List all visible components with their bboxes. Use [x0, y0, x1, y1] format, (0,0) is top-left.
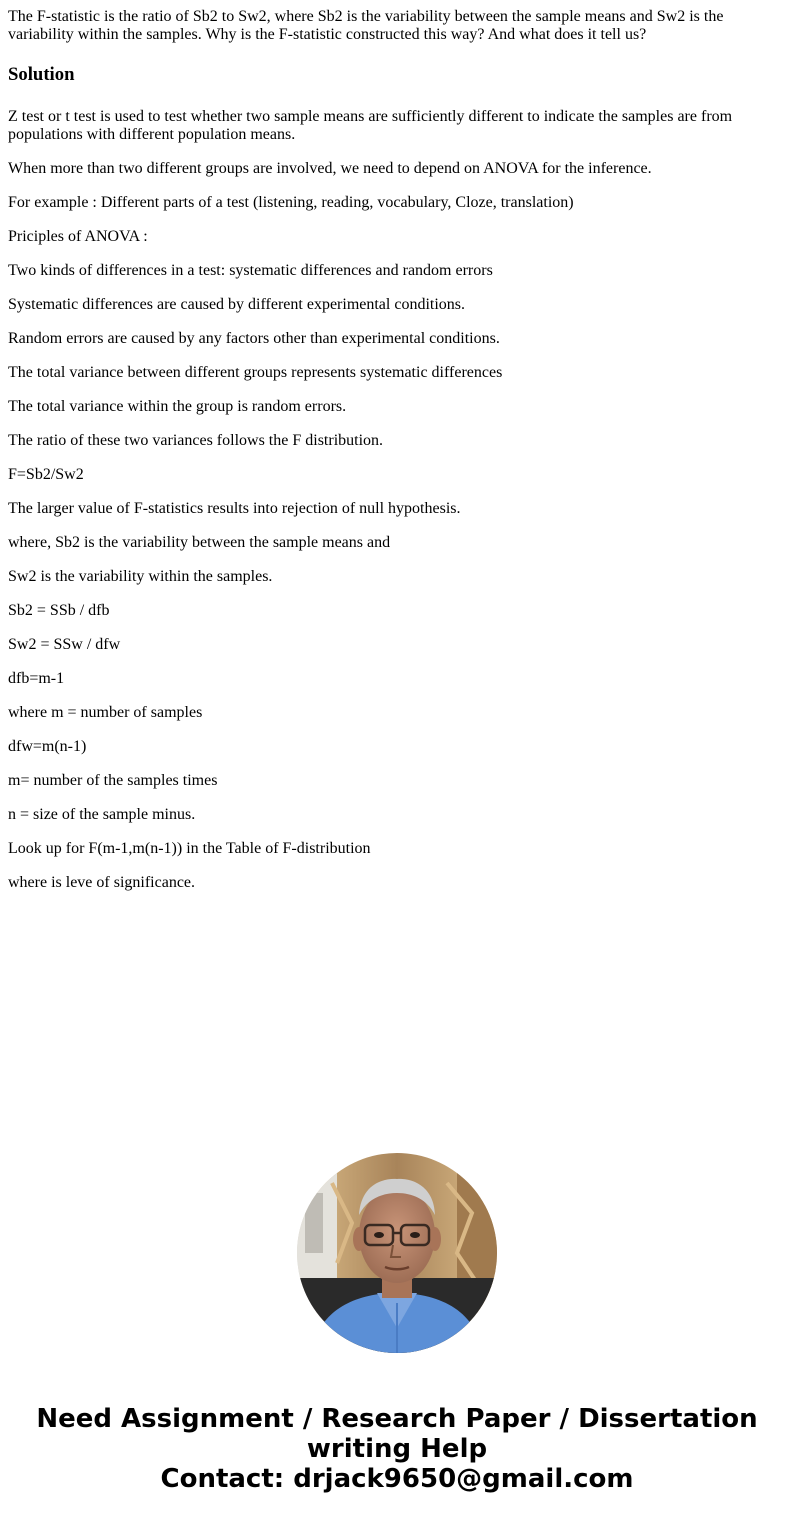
solution-paragraph: Priciples of ANOVA : [8, 228, 148, 245]
solution-paragraph: The larger value of F-statistics results into rejection of null hypothesis. [8, 500, 461, 517]
document-body [8, 8, 778, 908]
formula-sw2: Sw2 = SSw / dfw [8, 636, 121, 653]
formula-dfb: dfb=m-1 [8, 670, 65, 687]
solution-paragraph: The total variance within the group is random errors. [8, 398, 347, 415]
solution-paragraph: m= number of the samples times [8, 772, 218, 789]
solution-paragraph: where, Sb2 is the variability between the sample means and [8, 534, 391, 551]
solution-paragraph: Random errors are caused by any factors other than experimental conditions. [8, 330, 500, 347]
promo-banner [0, 1404, 794, 1494]
solution-paragraph: The total variance between different groups represents systematic differences [8, 364, 503, 381]
author-avatar [297, 1153, 497, 1353]
solution-paragraphs [8, 108, 778, 892]
promo-line-2: writing Help [306, 1434, 488, 1464]
formula-sb2: Sb2 = SSb / dfb [8, 602, 110, 619]
formula-f: F=Sb2/Sw2 [8, 466, 84, 483]
question-text: The F-statistic is the ratio of Sb2 to Sw2, where Sb2 is the variability between the sample means and Sw2 is the variability within the samples. Why is the F-statistic constructed this way? And what does it tell us? [8, 8, 724, 43]
solution-paragraph: n = size of the sample minus. [8, 806, 196, 823]
formula-dfw: dfw=m(n-1) [8, 738, 87, 755]
promo-line-1: Need Assignment / Research Paper / Dissertation [36, 1404, 758, 1434]
solution-paragraph: Two kinds of differences in a test: systematic differences and random errors [8, 262, 493, 279]
solution-heading: Solution [8, 64, 75, 85]
author-portrait-image [297, 1153, 497, 1353]
solution-paragraph: Sw2 is the variability within the samples. [8, 568, 273, 585]
solution-paragraph: where m = number of samples [8, 704, 203, 721]
promo-contact: Contact: drjack9650@gmail.com [160, 1464, 634, 1494]
solution-paragraph: Z test or t test is used to test whether two sample means are sufficiently different to indicate the samples are from populations with different population means. [8, 108, 733, 143]
solution-paragraph: When more than two different groups are involved, we need to depend on ANOVA for the inference. [8, 160, 652, 177]
solution-paragraph: where is leve of significance. [8, 874, 196, 891]
solution-paragraph: Look up for F(m-1,m(n-1)) in the Table of F-distribution [8, 840, 371, 857]
solution-paragraph: The ratio of these two variances follows the F distribution. [8, 432, 384, 449]
solution-paragraph: Systematic differences are caused by different experimental conditions. [8, 296, 466, 313]
solution-paragraph: For example : Different parts of a test (listening, reading, vocabulary, Cloze, translation) [8, 194, 574, 211]
